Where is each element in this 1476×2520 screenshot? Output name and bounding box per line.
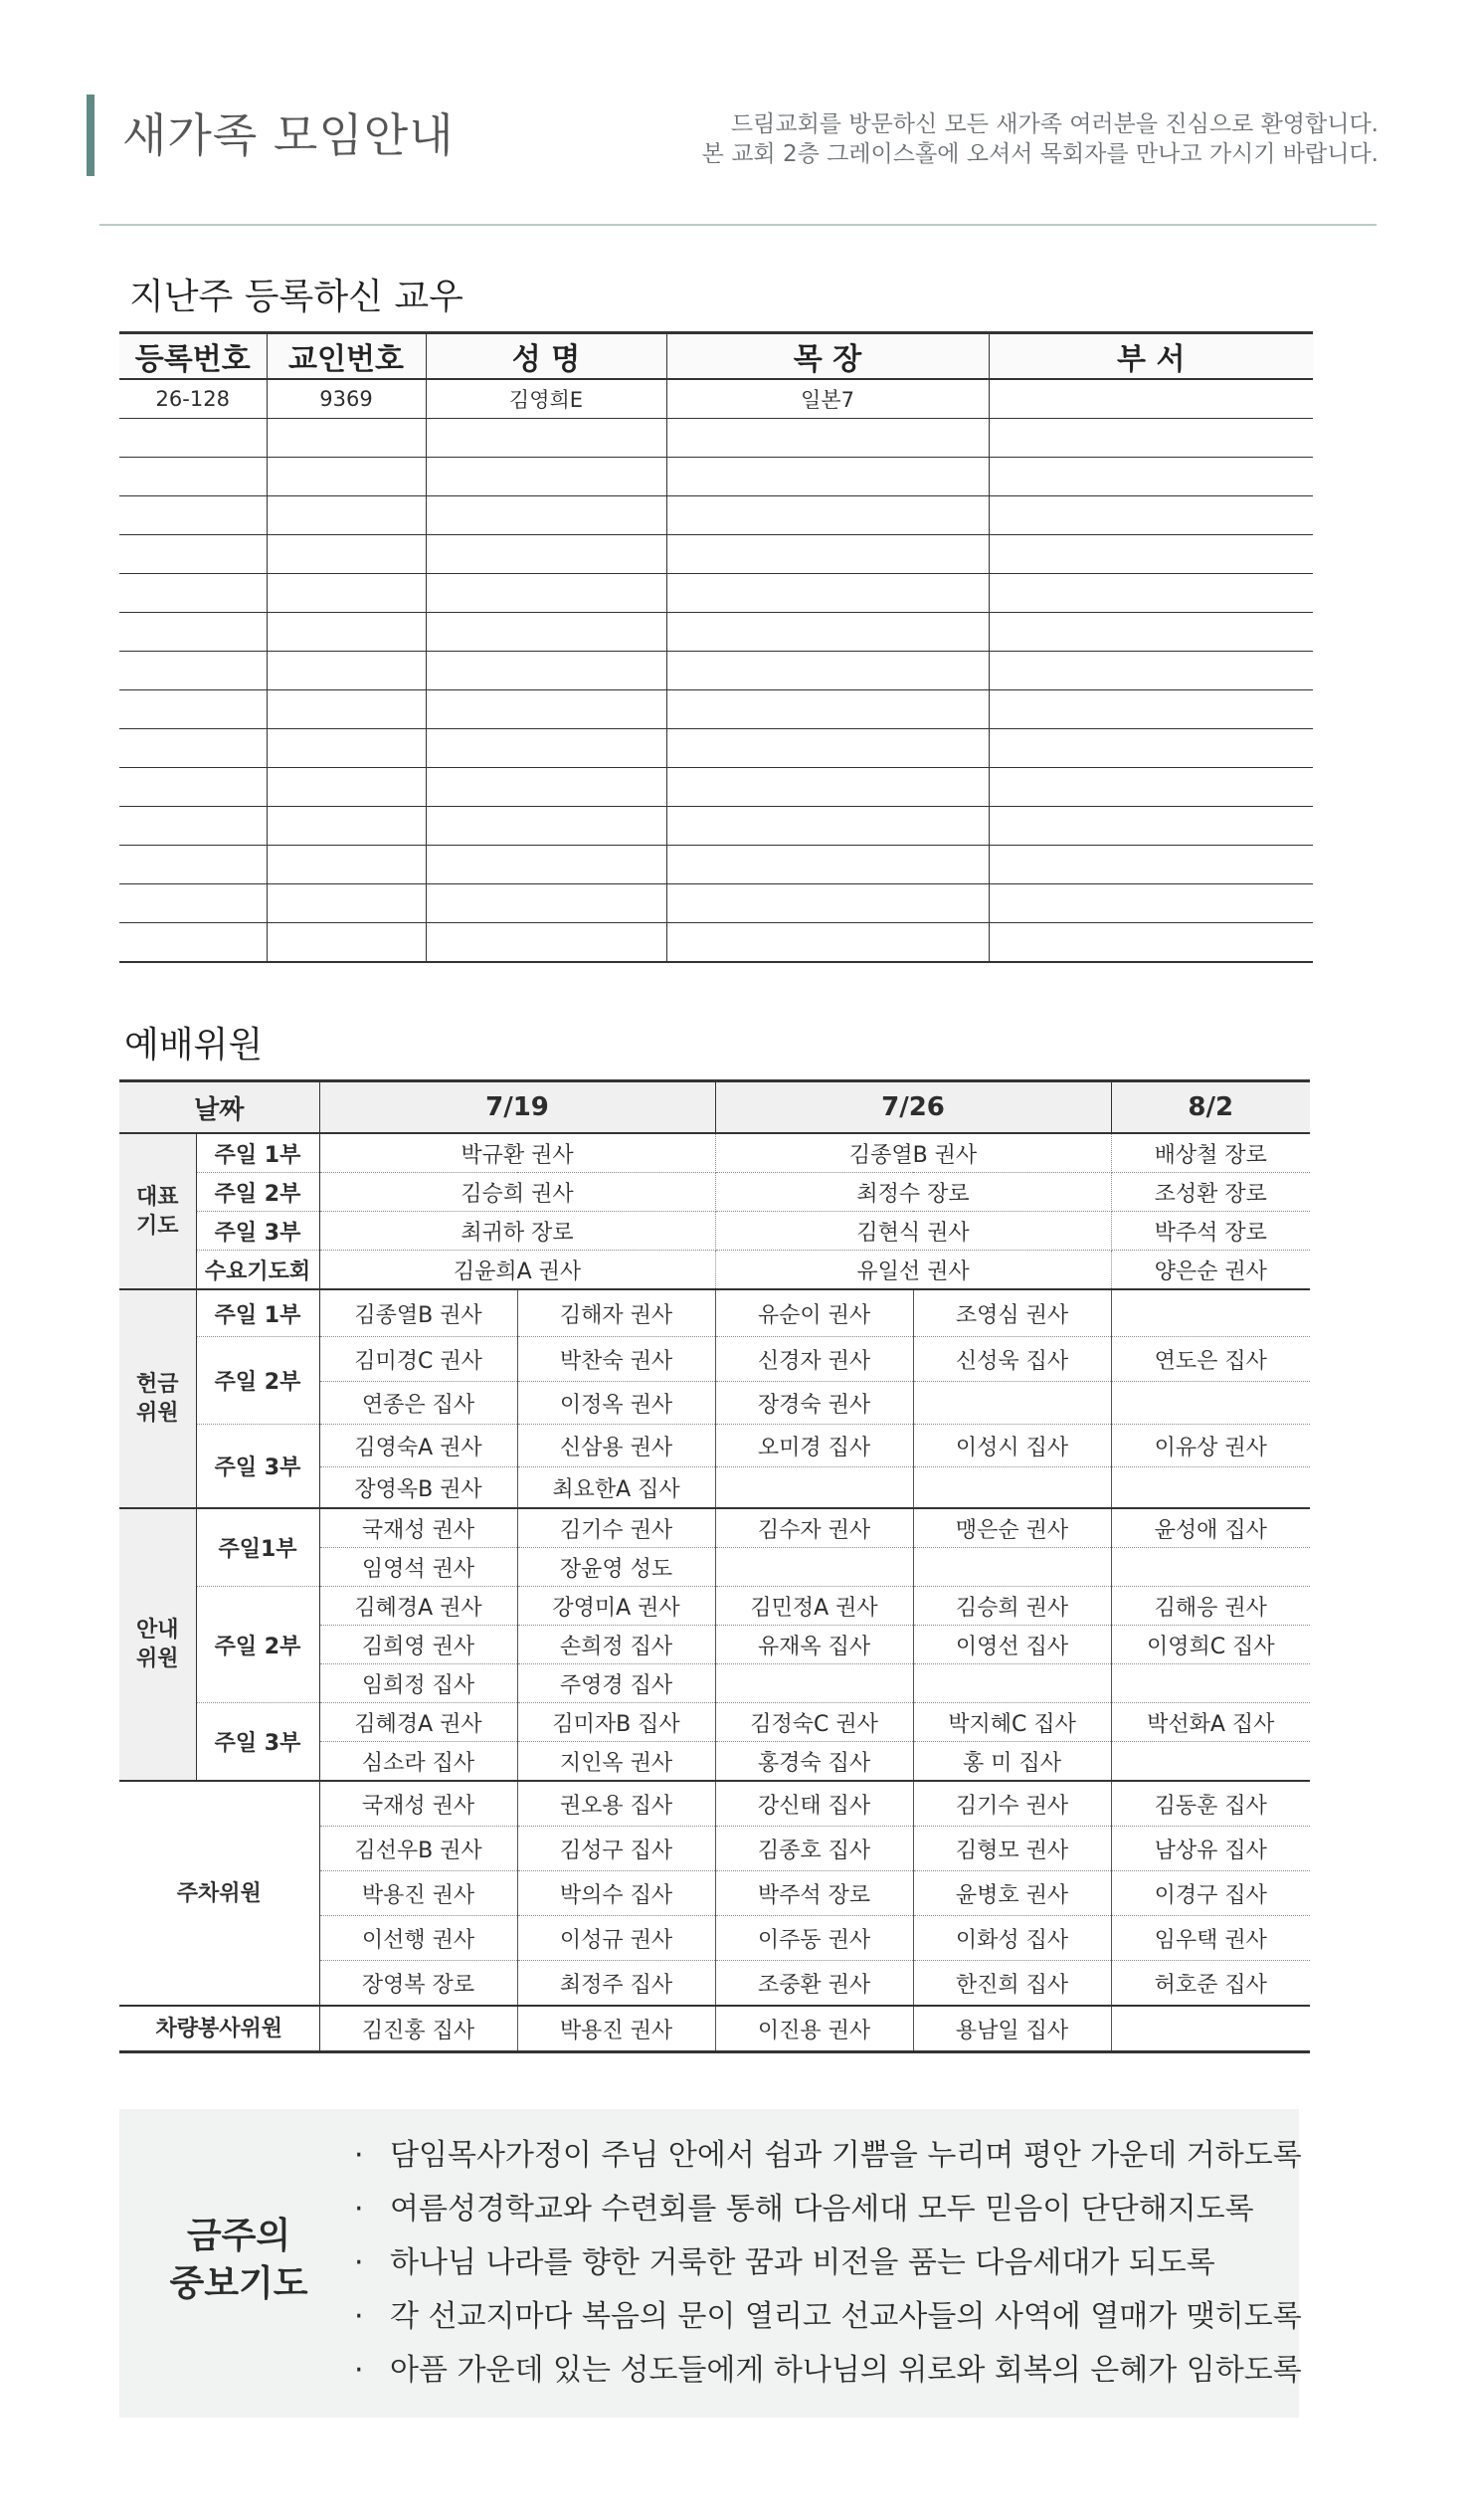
name-cell: 김기수 권사 [913, 1781, 1111, 1827]
intro-text [623, 109, 1379, 169]
bullet: · [354, 2299, 364, 2334]
name-cell: 유일선 권사 [715, 1251, 1111, 1290]
name-cell: 김혜경A 권사 [319, 1703, 517, 1742]
name-cell: 이영선 집사 [913, 1626, 1111, 1664]
table-row [119, 1289, 1310, 1337]
prayer-box-title [164, 2213, 313, 2308]
name-cell: 김종호 집사 [715, 1827, 913, 1871]
name-cell: 윤병호 권사 [913, 1871, 1111, 1916]
table-cell [119, 690, 267, 729]
table-row [119, 379, 1313, 419]
service-label: 주일1부 [196, 1508, 319, 1587]
name-cell: 김희영 권사 [319, 1626, 517, 1664]
name-cell: 김종열B 권사 [715, 1133, 1111, 1173]
table-cell: 일본7 [666, 379, 989, 419]
name-cell: 김미자B 집사 [517, 1703, 715, 1742]
name-cell: 맹은순 권사 [913, 1508, 1111, 1548]
table-row [119, 1781, 1310, 1827]
name-cell: 홍경숙 집사 [715, 1742, 913, 1782]
name-cell: 김해응 권사 [1111, 1587, 1310, 1626]
service-label: 주일 3부 [196, 1703, 319, 1782]
name-cell: 장영옥B 권사 [319, 1467, 517, 1509]
table-cell [989, 613, 1313, 652]
service-label: 수요기도회 [196, 1251, 319, 1290]
name-cell: 박찬숙 권사 [517, 1337, 715, 1382]
name-cell: 박주석 장로 [1111, 1212, 1310, 1251]
table-cell [989, 535, 1313, 574]
table-cell [989, 458, 1313, 496]
group-label-offering: 헌금 위원 [119, 1289, 196, 1508]
table-cell [267, 419, 426, 458]
table-cell [267, 613, 426, 652]
table-row [119, 807, 1313, 846]
table-cell [666, 419, 989, 458]
service-label: 주일 2부 [196, 1587, 319, 1703]
name-cell: 김미경C 권사 [319, 1337, 517, 1382]
name-cell: 임희정 집사 [319, 1664, 517, 1703]
table-cell [989, 846, 1313, 884]
date-header: 8/2 [1111, 1081, 1310, 1134]
table-row [119, 1212, 1310, 1251]
name-cell: 주영경 집사 [517, 1664, 715, 1703]
name-cell: 박지혜C 집사 [913, 1703, 1111, 1742]
name-cell [1111, 1382, 1310, 1425]
name-cell [1111, 1664, 1310, 1703]
table-cell [426, 768, 666, 807]
name-cell: 김민정A 권사 [715, 1587, 913, 1626]
group-label-usher: 안내 위원 [119, 1508, 196, 1781]
table-cell [267, 458, 426, 496]
name-cell: 김종열B 권사 [319, 1289, 517, 1337]
name-cell: 이성규 권사 [517, 1916, 715, 1961]
name-cell: 김승희 권사 [319, 1173, 715, 1212]
name-cell: 최요한A 집사 [517, 1467, 715, 1509]
name-cell: 신성욱 집사 [913, 1337, 1111, 1382]
table-cell [989, 574, 1313, 613]
table-cell [989, 807, 1313, 846]
name-cell: 이성시 집사 [913, 1425, 1111, 1467]
name-cell: 최귀하 장로 [319, 1212, 715, 1251]
table-cell [989, 652, 1313, 690]
name-cell: 김현식 권사 [715, 1212, 1111, 1251]
name-cell: 홍 미 집사 [913, 1742, 1111, 1782]
table-cell [666, 574, 989, 613]
name-cell [913, 1664, 1111, 1703]
table-row [119, 1425, 1310, 1467]
table-cell [989, 690, 1313, 729]
table-row [119, 1133, 1310, 1173]
table-row [119, 1587, 1310, 1626]
name-cell [913, 1382, 1111, 1425]
prayer-item-text: 담임목사가정이 주님 안에서 쉼과 기쁨을 누리며 평안 가운데 거하도록 [390, 2138, 1302, 2173]
name-cell: 유재옥 집사 [715, 1626, 913, 1664]
list-item [354, 2129, 1302, 2183]
table-cell: 9369 [267, 379, 426, 419]
name-cell: 김기수 권사 [517, 1508, 715, 1548]
prayer-item-text: 하나님 나라를 향한 거룩한 꿈과 비전을 품는 다음세대가 되도록 [390, 2245, 1215, 2280]
table-row [119, 1703, 1310, 1742]
name-cell: 박용진 권사 [319, 1871, 517, 1916]
name-cell: 이선행 권사 [319, 1916, 517, 1961]
table-cell [267, 535, 426, 574]
table-cell [989, 729, 1313, 768]
name-cell: 배상철 장로 [1111, 1133, 1310, 1173]
service-label: 주일 1부 [196, 1133, 319, 1173]
prayer-title-line: 중보기도 [169, 2263, 308, 2304]
table-cell [989, 379, 1313, 419]
bullet: · [354, 2353, 364, 2388]
list-item [354, 2290, 1302, 2344]
name-cell: 박선화A 집사 [1111, 1703, 1310, 1742]
table-cell [119, 846, 267, 884]
name-cell: 심소라 집사 [319, 1742, 517, 1782]
table-cell [119, 496, 267, 535]
name-cell: 박규환 권사 [319, 1133, 715, 1173]
table-row [119, 923, 1313, 963]
column-header: 교인번호 [267, 333, 426, 380]
group-label-vehicle: 차량봉사위원 [119, 2006, 319, 2052]
table-cell [267, 729, 426, 768]
table-cell [989, 419, 1313, 458]
table-row [119, 652, 1313, 690]
table-cell [267, 923, 426, 963]
registration-title: 지난주 등록하신 교우 [129, 277, 463, 317]
name-cell: 박용진 권사 [517, 2006, 715, 2052]
prayer-list [354, 2129, 1302, 2398]
table-cell [666, 613, 989, 652]
name-cell: 국재성 권사 [319, 1781, 517, 1827]
service-label: 주일 2부 [196, 1173, 319, 1212]
service-label: 주일 1부 [196, 1289, 319, 1337]
name-cell: 김진홍 집사 [319, 2006, 517, 2052]
table-cell [119, 729, 267, 768]
name-cell: 강신태 집사 [715, 1781, 913, 1827]
name-cell: 김선우B 권사 [319, 1827, 517, 1871]
table-cell [426, 574, 666, 613]
table-cell [119, 535, 267, 574]
table-cell: 김영희E [426, 379, 666, 419]
table-cell [989, 496, 1313, 535]
name-cell: 김동훈 집사 [1111, 1781, 1310, 1827]
table-row [119, 458, 1313, 496]
name-cell [1111, 1467, 1310, 1509]
name-cell: 이영희C 집사 [1111, 1626, 1310, 1664]
name-cell: 권오용 집사 [517, 1781, 715, 1827]
prayer-item-text: 여름성경학교와 수련회를 통해 다음세대 모두 믿음이 단단해지도록 [390, 2192, 1254, 2227]
table-cell [989, 768, 1313, 807]
name-cell: 지인옥 권사 [517, 1742, 715, 1782]
table-cell [666, 884, 989, 923]
bullet: · [354, 2138, 364, 2173]
table-cell [426, 807, 666, 846]
name-cell [1111, 2006, 1310, 2052]
table-cell [119, 613, 267, 652]
name-cell [1111, 1548, 1310, 1587]
table-cell [119, 419, 267, 458]
table-row [119, 768, 1313, 807]
prayer-item-text: 각 선교지마다 복음의 문이 열리고 선교사들의 사역에 열매가 맺히도록 [390, 2299, 1302, 2334]
name-cell: 한진희 집사 [913, 1961, 1111, 2007]
worship-committee-table [119, 1079, 1310, 2053]
table-cell [426, 535, 666, 574]
bullet: · [354, 2192, 364, 2227]
name-cell: 오미경 집사 [715, 1425, 913, 1467]
table-cell [666, 923, 989, 963]
table-cell [426, 652, 666, 690]
intro-line: 본 교회 2층 그레이스홀에 오셔서 목회자를 만나고 가시기 바랍니다. [701, 141, 1379, 167]
name-cell: 임우택 권사 [1111, 1916, 1310, 1961]
name-cell: 김해자 권사 [517, 1289, 715, 1337]
intro-line: 드림교회를 방문하신 모든 새가족 여러분을 진심으로 환영합니다. [730, 111, 1379, 137]
name-cell: 국재성 권사 [319, 1508, 517, 1548]
table-row [119, 1251, 1310, 1290]
column-header: 등록번호 [119, 333, 267, 380]
name-cell: 이유상 권사 [1111, 1425, 1310, 1467]
name-cell: 용남일 집사 [913, 2006, 1111, 2052]
name-cell: 연도은 집사 [1111, 1337, 1310, 1382]
table-cell [666, 458, 989, 496]
name-cell: 박주석 장로 [715, 1871, 913, 1916]
name-cell [715, 1548, 913, 1587]
name-cell [715, 1664, 913, 1703]
registration-table [119, 331, 1313, 963]
name-cell: 김영숙A 권사 [319, 1425, 517, 1467]
table-row [119, 535, 1313, 574]
table-cell [119, 458, 267, 496]
name-cell: 신삼용 권사 [517, 1425, 715, 1467]
name-cell: 장윤영 성도 [517, 1548, 715, 1587]
date-header: 7/26 [715, 1081, 1111, 1134]
name-cell: 김승희 권사 [913, 1587, 1111, 1626]
name-cell: 임영석 권사 [319, 1548, 517, 1587]
name-cell: 윤성애 집사 [1111, 1508, 1310, 1548]
prayer-title-line: 금주의 [186, 2216, 291, 2256]
prayer-item-text: 아픔 가운데 있는 성도들에게 하나님의 위로와 회복의 은혜가 임하도록 [390, 2353, 1302, 2388]
table-cell [989, 923, 1313, 963]
name-cell: 김혜경A 권사 [319, 1587, 517, 1626]
table-row [119, 884, 1313, 923]
table-row [119, 729, 1313, 768]
table-cell [426, 729, 666, 768]
table-cell [666, 846, 989, 884]
name-cell: 조영심 권사 [913, 1289, 1111, 1337]
table-cell [666, 729, 989, 768]
table-cell [426, 613, 666, 652]
table-cell [426, 458, 666, 496]
table-row [119, 1337, 1310, 1382]
table-cell [666, 690, 989, 729]
table-cell [119, 807, 267, 846]
column-header: 성 명 [426, 333, 666, 380]
name-cell: 이진용 권사 [715, 2006, 913, 2052]
table-row [119, 419, 1313, 458]
name-cell: 조성환 장로 [1111, 1173, 1310, 1212]
table-cell [267, 496, 426, 535]
name-cell: 박의수 집사 [517, 1871, 715, 1916]
group-label-prayer: 대표 기도 [119, 1133, 196, 1289]
name-cell [1111, 1742, 1310, 1782]
date-header: 7/19 [319, 1081, 715, 1134]
name-cell: 이화성 집사 [913, 1916, 1111, 1961]
name-cell: 김성구 집사 [517, 1827, 715, 1871]
intercessory-prayer-box [119, 2109, 1302, 2418]
table-header-row [119, 1081, 1310, 1134]
table-cell [267, 846, 426, 884]
name-cell: 이주동 권사 [715, 1916, 913, 1961]
table-cell [426, 923, 666, 963]
table-cell [666, 496, 989, 535]
table-row [119, 613, 1313, 652]
name-cell: 양은순 권사 [1111, 1251, 1310, 1290]
name-cell: 남상유 집사 [1111, 1827, 1310, 1871]
table-cell: 26-128 [119, 379, 267, 419]
table-header-row [119, 333, 1313, 380]
table-cell [989, 884, 1313, 923]
table-row [119, 1508, 1310, 1548]
table-cell [267, 807, 426, 846]
name-cell: 장경숙 권사 [715, 1382, 913, 1425]
name-cell: 장영복 장로 [319, 1961, 517, 2007]
table-row [119, 1173, 1310, 1212]
table-cell [426, 846, 666, 884]
name-cell: 최정주 집사 [517, 1961, 715, 2007]
name-cell: 신경자 권사 [715, 1337, 913, 1382]
bullet: · [354, 2245, 364, 2280]
service-label: 주일 3부 [196, 1212, 319, 1251]
header-divider [99, 224, 1377, 226]
table-row [119, 2006, 1310, 2052]
table-cell [666, 807, 989, 846]
table-cell [666, 535, 989, 574]
table-cell [267, 690, 426, 729]
name-cell [913, 1548, 1111, 1587]
service-label: 주일 3부 [196, 1425, 319, 1509]
table-row [119, 690, 1313, 729]
name-cell: 연종은 집사 [319, 1382, 517, 1425]
name-cell: 최정수 장로 [715, 1173, 1111, 1212]
table-cell [666, 768, 989, 807]
table-cell [119, 768, 267, 807]
name-cell: 조중환 권사 [715, 1961, 913, 2007]
title-accent-bar [87, 95, 94, 176]
table-cell [426, 419, 666, 458]
name-cell: 허호준 집사 [1111, 1961, 1310, 2007]
name-cell: 김정숙C 권사 [715, 1703, 913, 1742]
list-item [354, 2236, 1302, 2290]
table-cell [267, 574, 426, 613]
table-row [119, 846, 1313, 884]
table-cell [426, 496, 666, 535]
table-cell [426, 884, 666, 923]
table-cell [119, 652, 267, 690]
name-cell: 이정옥 권사 [517, 1382, 715, 1425]
table-cell [267, 652, 426, 690]
column-header: 부 서 [989, 333, 1313, 380]
table-cell [119, 884, 267, 923]
name-cell: 이경구 집사 [1111, 1871, 1310, 1916]
name-cell: 유순이 권사 [715, 1289, 913, 1337]
page-title: 새가족 모임안내 [122, 108, 455, 162]
worship-title: 예배위원 [124, 1025, 264, 1066]
table-row [119, 496, 1313, 535]
name-cell: 손희정 집사 [517, 1626, 715, 1664]
name-cell: 김형모 권사 [913, 1827, 1111, 1871]
service-label: 주일 2부 [196, 1337, 319, 1425]
list-item [354, 2183, 1302, 2236]
group-label-parking: 주차위원 [119, 1781, 319, 2006]
table-cell [267, 768, 426, 807]
table-cell [119, 923, 267, 963]
table-row [119, 574, 1313, 613]
table-cell [119, 574, 267, 613]
list-item [354, 2344, 1302, 2398]
table-cell [267, 884, 426, 923]
name-cell [1111, 1289, 1310, 1337]
name-cell [913, 1467, 1111, 1509]
column-header: 목 장 [666, 333, 989, 380]
table-cell [426, 690, 666, 729]
name-cell: 김윤희A 권사 [319, 1251, 715, 1290]
name-cell: 김수자 권사 [715, 1508, 913, 1548]
table-cell [666, 652, 989, 690]
date-header: 날짜 [119, 1081, 319, 1134]
name-cell [715, 1467, 913, 1509]
name-cell: 강영미A 권사 [517, 1587, 715, 1626]
